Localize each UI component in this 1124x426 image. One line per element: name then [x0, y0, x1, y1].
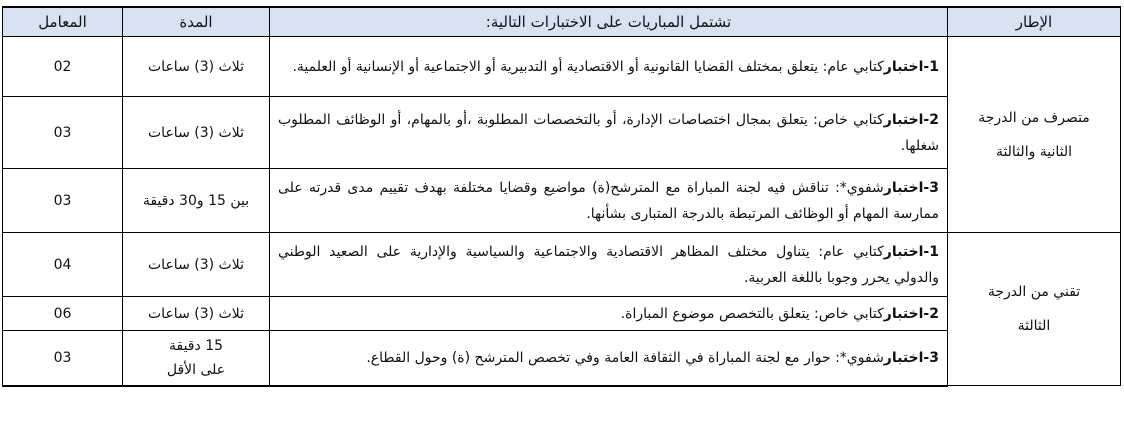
exam-number: 1-اختبار	[883, 58, 939, 75]
exam-description	[270, 233, 948, 297]
exam-number: 1-اختبار	[883, 243, 939, 260]
exam-description	[270, 97, 948, 169]
exam-coefficient: 04	[3, 233, 123, 297]
exam-coefficient: 03	[3, 97, 123, 169]
exam-text: كتابي عام: يتعلق بمختلف القضايا القانونية أو الاقتصادية أو التدبيرية أو الاجتماعية أو الإنسانية أو العلمية.	[292, 58, 884, 75]
duration-line: على الأقل	[166, 361, 226, 378]
exam-duration: ثلاث (3) ساعات	[123, 233, 270, 297]
exam-description	[270, 331, 948, 386]
exam-description	[270, 297, 948, 331]
exam-coefficient: 03	[3, 169, 123, 233]
exam-text: شفوي*: حوار مع لجنة المباراة في الثقافة العامة وفي تخصص المترشح (ة) وحول القطاع.	[366, 349, 884, 366]
header-duration: المدة	[123, 7, 270, 37]
exams-table	[2, 6, 1121, 387]
category-cell-administrator	[948, 37, 1121, 233]
exam-duration	[123, 331, 270, 386]
category-line: تقني من الدرجة	[987, 284, 1081, 300]
exam-duration: ثلاث (3) ساعات	[123, 37, 270, 97]
duration-line: 15 دقيقة	[168, 337, 224, 354]
header-category: الإطار	[948, 7, 1121, 37]
category-line: الثانية والثالثة	[995, 143, 1073, 160]
exam-number: 2-اختبار	[883, 111, 939, 128]
exam-duration: ثلاث (3) ساعات	[123, 97, 270, 169]
exam-text: كتابي عام: يتناول مختلف المظاهر الاقتصادية والاجتماعية والسياسية والإدارية على الصعيد الوطني والدولي يحرر وجوبا باللغة العربية.	[278, 243, 939, 286]
category-line: الثالثة	[1017, 318, 1051, 334]
table-row	[3, 233, 1121, 297]
header-row	[3, 7, 1121, 37]
exam-text: شفوي*: تناقش فيه لجنة المباراة مع المترشح(ة) مواضيع وقضايا مختلفة بهدف تقييم مدى قدرته على ممارسة المهام أو الوظائف المرتبطة بالدرجة المتبارى بشأنها.	[278, 179, 939, 222]
header-description: تشتمل المباريات على الاختبارات التالية:	[270, 7, 948, 37]
exam-number: 3-اختبار	[883, 179, 939, 196]
exam-duration: بين 15 و30 دقيقة	[123, 169, 270, 233]
category-cell-technician	[948, 233, 1121, 386]
exam-coefficient: 06	[3, 297, 123, 331]
exam-number: 2-اختبار	[883, 305, 939, 322]
exam-description	[270, 169, 948, 233]
category-line: متصرف من الدرجة	[978, 109, 1090, 126]
exam-coefficient: 02	[3, 37, 123, 97]
table-row	[3, 37, 1121, 97]
exam-description	[270, 37, 948, 97]
exam-coefficient: 03	[3, 331, 123, 386]
exam-text: كتابي خاص: يتعلق بالتخصص موضوع المباراة.	[620, 305, 884, 322]
header-coefficient: المعامل	[3, 7, 123, 37]
exam-text: كتابي خاص: يتعلق بمجال اختصاصات الإدارة، أو بالتخصصات المطلوبة ،أو بالمهام، أو الوظائف المطلوب شغلها.	[278, 111, 939, 154]
exam-duration: ثلاث (3) ساعات	[123, 297, 270, 331]
exam-number: 3-اختبار	[883, 349, 939, 366]
